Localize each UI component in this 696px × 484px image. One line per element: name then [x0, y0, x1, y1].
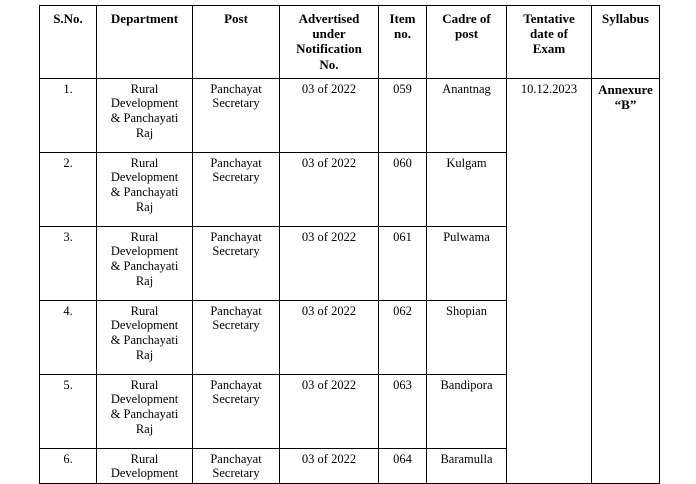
- column-header-cadre: [427, 6, 507, 79]
- cell-advertised: 03 of 2022: [280, 78, 379, 152]
- post-line1: Panchayat: [210, 81, 262, 96]
- department-line2: Development: [110, 466, 179, 481]
- cell-cadre: Anantnag: [427, 78, 507, 152]
- cell-tentative-date: [507, 78, 592, 483]
- column-header-advertised-line4: No.: [319, 56, 339, 72]
- column-header-item-no: [379, 6, 427, 79]
- post-line1: Panchayat: [210, 303, 262, 318]
- exam-schedule-table: [39, 5, 660, 484]
- column-header-advertised-line2: under: [312, 26, 346, 42]
- department-line4: Raj: [135, 273, 154, 288]
- column-header-department: Department: [97, 6, 193, 79]
- syllabus-line2: “B”: [614, 97, 637, 113]
- post-line1: Panchayat: [210, 377, 262, 392]
- cell-post: [193, 152, 280, 226]
- column-header-advertised-line3: Notification: [296, 41, 362, 57]
- department-line3: & Panchayati: [110, 111, 179, 126]
- cell-post: [193, 78, 280, 152]
- column-header-cadre-line2: post: [454, 26, 479, 42]
- cell-advertised: 03 of 2022: [280, 300, 379, 374]
- cell-advertised: 03 of 2022: [280, 374, 379, 448]
- cell-advertised: 03 of 2022: [280, 226, 379, 300]
- department-line2: Development: [110, 318, 179, 333]
- cell-post: [193, 448, 280, 483]
- column-header-tentative-date: [507, 6, 592, 79]
- cell-department: [97, 448, 193, 483]
- post-line1: Panchayat: [210, 155, 262, 170]
- department-line1: Rural: [130, 81, 159, 96]
- column-header-sno: S.No.: [40, 6, 97, 79]
- column-header-advertised: [280, 6, 379, 79]
- cell-sno: 3.: [40, 226, 97, 300]
- cell-item-no: 064: [379, 448, 427, 483]
- table-header-row: [40, 6, 660, 79]
- department-line2: Development: [110, 244, 179, 259]
- column-header-advertised-line1: Advertised: [298, 11, 360, 26]
- department-line2: Development: [110, 170, 179, 185]
- department-line3: & Panchayati: [110, 185, 179, 200]
- cell-item-no: 060: [379, 152, 427, 226]
- cell-cadre: Bandipora: [427, 374, 507, 448]
- post-line2: Secretary: [212, 392, 260, 407]
- department-line2: Development: [110, 96, 179, 111]
- column-header-tentative-line3: Exam: [532, 41, 566, 57]
- cell-item-no: 063: [379, 374, 427, 448]
- post-line2: Secretary: [212, 96, 260, 111]
- department-line1: Rural: [130, 451, 159, 466]
- department-line1: Rural: [130, 155, 159, 170]
- column-header-item-line2: no.: [394, 26, 411, 42]
- department-line3: & Panchayati: [110, 333, 179, 348]
- column-header-cadre-line1: Cadre of: [442, 11, 491, 26]
- cell-item-no: 062: [379, 300, 427, 374]
- column-header-post: Post: [193, 6, 280, 79]
- tentative-date-value: 10.12.2023: [520, 81, 578, 96]
- cell-syllabus: [592, 78, 660, 483]
- department-line1: Rural: [130, 303, 159, 318]
- table-row: [40, 78, 660, 152]
- cell-advertised: 03 of 2022: [280, 448, 379, 483]
- post-line2: Secretary: [212, 318, 260, 333]
- post-line2: Secretary: [212, 244, 260, 259]
- cell-advertised: 03 of 2022: [280, 152, 379, 226]
- column-header-tentative-line1: Tentative: [523, 11, 575, 26]
- department-line4: Raj: [135, 125, 154, 140]
- department-line1: Rural: [130, 377, 159, 392]
- post-line2: Secretary: [212, 466, 260, 481]
- department-line2: Development: [110, 392, 179, 407]
- cell-department: [97, 78, 193, 152]
- department-line3: & Panchayati: [110, 259, 179, 274]
- cell-cadre: Pulwama: [427, 226, 507, 300]
- column-header-tentative-line2: date of: [530, 26, 568, 42]
- cell-department: [97, 300, 193, 374]
- post-line1: Panchayat: [210, 451, 262, 466]
- post-line2: Secretary: [212, 170, 260, 185]
- cell-sno: 5.: [40, 374, 97, 448]
- column-header-syllabus: Syllabus: [592, 6, 660, 79]
- department-line3: & Panchayati: [110, 407, 179, 422]
- cell-item-no: 061: [379, 226, 427, 300]
- cell-department: [97, 152, 193, 226]
- cell-cadre: Baramulla: [427, 448, 507, 483]
- post-line1: Panchayat: [210, 229, 262, 244]
- cell-department: [97, 374, 193, 448]
- column-header-item-line1: Item: [389, 11, 416, 26]
- cell-post: [193, 300, 280, 374]
- syllabus-line1: Annexure: [598, 81, 653, 97]
- department-line4: Raj: [135, 199, 154, 214]
- cell-sno: 2.: [40, 152, 97, 226]
- cell-department: [97, 226, 193, 300]
- cell-sno: 1.: [40, 78, 97, 152]
- cell-cadre: Shopian: [427, 300, 507, 374]
- department-line4: Raj: [135, 347, 154, 362]
- cell-sno: 6.: [40, 448, 97, 483]
- department-line1: Rural: [130, 229, 159, 244]
- cell-post: [193, 374, 280, 448]
- department-line4: Raj: [135, 421, 154, 436]
- cell-sno: 4.: [40, 300, 97, 374]
- cell-item-no: 059: [379, 78, 427, 152]
- cell-cadre: Kulgam: [427, 152, 507, 226]
- cell-post: [193, 226, 280, 300]
